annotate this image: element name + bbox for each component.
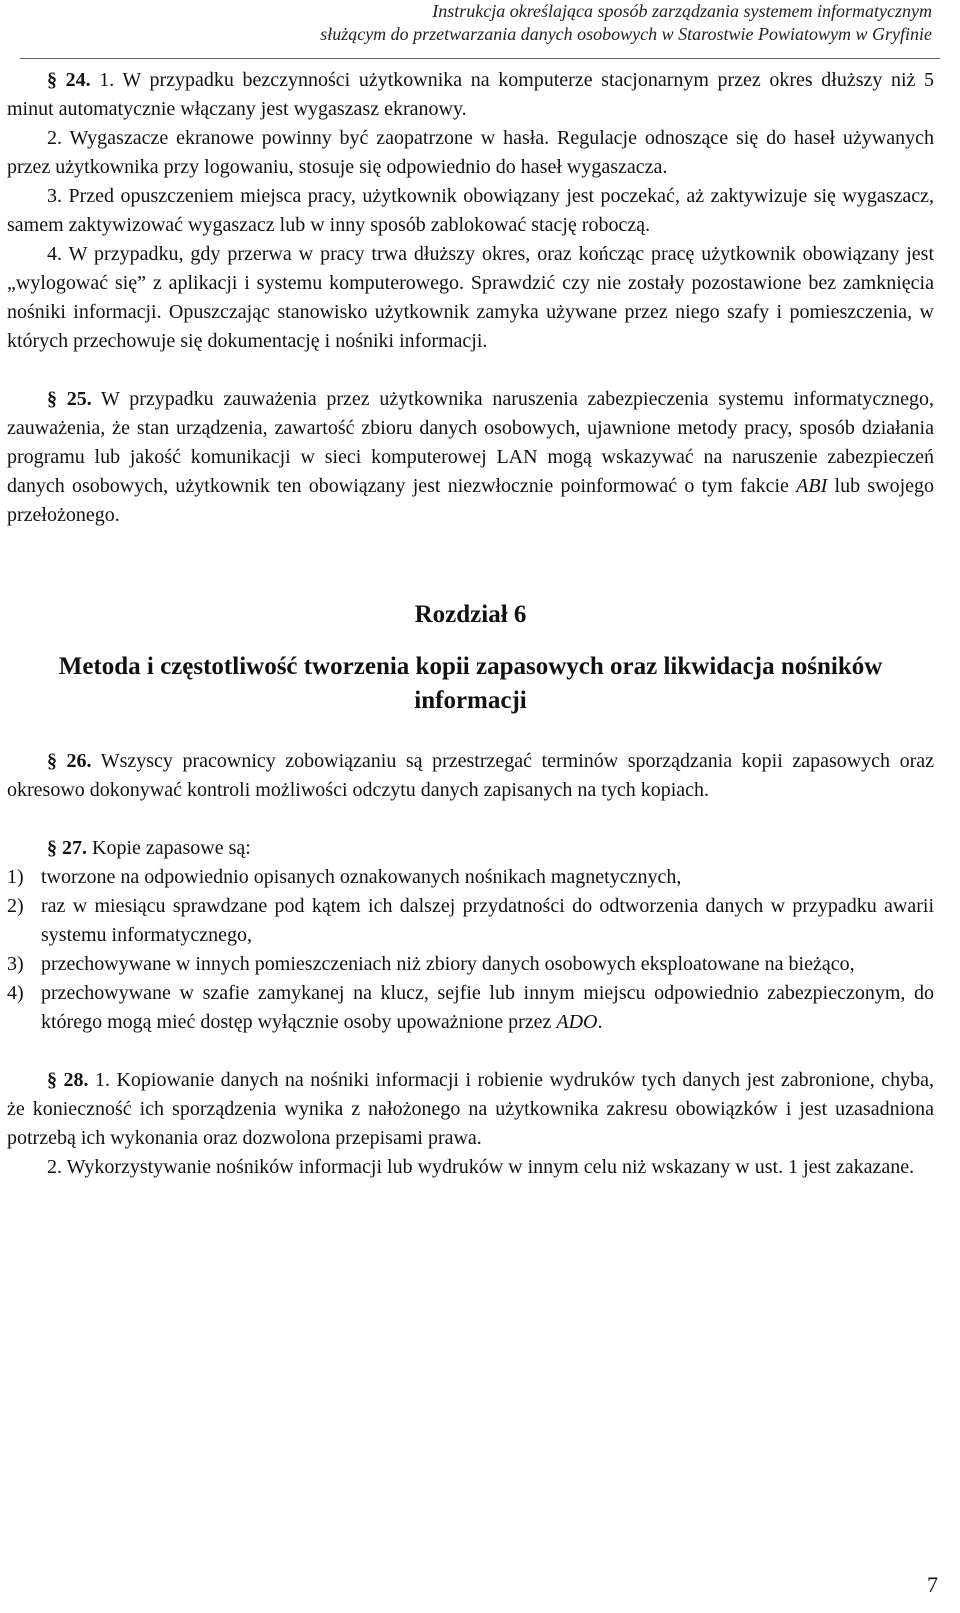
- list-item-number: 1): [7, 866, 24, 888]
- list-item: [7, 892, 934, 950]
- page-number: 7: [927, 1572, 938, 1597]
- header-line-1: Instrukcja określająca sposób zarządzania systemem informatycznym: [432, 1, 932, 21]
- header-divider: [20, 58, 940, 59]
- section-24-p4-text: 4. W przypadku, gdy przerwa w pracy trwa dłuższy okres, oraz kończąc pracę użytkownik obowiązany jest „wylogować się” z aplikacji i systemu komputerowego. Sprawdzić czy nie zostały pozostawione bez zamknięcia nośniki informacji. Opuszczając stanowisko użytkownik zamyka używane przez niego szafy i pomieszczenia, w których przechowuje się dokumentację i nośniki informacji.: [7, 243, 934, 352]
- chapter-title: Rozdział 6: [414, 601, 527, 628]
- backup-list: [7, 863, 934, 1037]
- list-item-number: 2): [7, 895, 24, 917]
- section-24-p1-text: 1. W przypadku bezczynności użytkownika na komputerze stacjonarnym przez okres dłuższy niż 5 minut automatycznie włączany jest wygaszasz ekranowy.: [7, 69, 934, 120]
- header-line-2: służącym do przetwarzania danych osobowych w Starostwie Powiatowym w Gryfinie: [320, 24, 932, 44]
- list-item-text: raz w miesiącu sprawdzane pod kątem ich dalszej przydatności do odtworzenia danych w przypadku awarii systemu informatycznego,: [41, 895, 934, 946]
- section-24-p2-text: 2. Wygaszacze ekranowe powinny być zaopatrzone w hasła. Regulacje odnoszące się do haseł używanych przez użytkownika przy logowaniu, stosuje się odpowiednio do haseł wygaszacza.: [7, 127, 934, 178]
- list-item-text: przechowywane w szafie zamykanej na klucz, sejfie lub innym miejscu odpowiednio zabezpieczonym, do którego mogą mieć dostęp wyłącznie osoby upoważnione przez: [41, 982, 934, 1033]
- section-25-text-tail: lub swojego przełożonego.: [7, 475, 935, 526]
- list-item-number: 3): [7, 953, 24, 975]
- section-28-p2-text: 2. Wykorzystywanie nośników informacji lub wydruków w innym celu niż wskazany w ust. 1 jest zakazane.: [47, 1156, 915, 1178]
- section-24-number: § 24.: [47, 69, 91, 91]
- section-25-number: § 25.: [47, 388, 92, 410]
- section-28-p1: [7, 1066, 934, 1153]
- section-28-p1-text: 1. Kopiowanie danych na nośniki informacji i robienie wydruków tych danych jest zabronione, chyba, że konieczność ich sporządzenia wynika z nałożonego na użytkownika zakresu obowiązków i jest uzasadniona potrzebą ich wykonania oraz dozwolona przepisami prawa.: [7, 1069, 935, 1149]
- page-header: [0, 0, 960, 46]
- section-26-number: § 26.: [47, 750, 92, 772]
- list-item: [7, 979, 934, 1037]
- section-25-text: W przypadku zauważenia przez użytkownika naruszenia zabezpieczenia systemu informatycznego, zauważenia, że stan urządzenia, zawartość zbioru danych osobowych, ujawnione metody pracy, sposób działania programu lub jakość komunikacji w sieci komputerowej LAN mogą wskazywać na naruszenie zabezpieczeń danych osobowych, użytkownik ten obowiązany jest niezwłocznie poinformować o tym fakcie: [7, 388, 934, 497]
- abi-abbrev: ABI: [796, 475, 828, 497]
- section-26-text: Wszyscy pracownicy zobowiązaniu są przestrzegać terminów sporządzania kopii zapasowych oraz okresowo dokonywać kontroli możliwości odczytu danych zapisanych na tych kopiach.: [7, 750, 935, 801]
- section-26: [7, 747, 934, 805]
- section-27-intro-text: Kopie zapasowe są:: [92, 837, 251, 859]
- section-27-intro: [7, 834, 934, 863]
- list-item: [7, 863, 934, 892]
- section-25: [7, 385, 934, 530]
- section-28-p2: [7, 1153, 934, 1182]
- section-28-number: § 28.: [47, 1069, 89, 1091]
- list-item-number: 4): [7, 982, 24, 1004]
- section-24-p3: [7, 182, 934, 240]
- ado-abbrev: ADO: [556, 1011, 598, 1033]
- list-item: [7, 950, 934, 979]
- section-24-p2: [7, 124, 934, 182]
- chapter-subtitle: Metoda i częstotliwość tworzenia kopii zapasowych oraz likwidacja nośników informacji: [58, 653, 883, 714]
- section-24-p3-text: 3. Przed opuszczeniem miejsca pracy, użytkownik obowiązany jest poczekać, aż zaktywizuje się wygaszacz, samem zaktywizować wygaszacz lub w inny sposób zablokować stację roboczą.: [7, 185, 934, 236]
- list-item-tail: .: [597, 1011, 603, 1033]
- section-27-number: § 27.: [47, 837, 87, 859]
- section-24-p4: [7, 240, 934, 356]
- section-24-p1: [7, 66, 934, 124]
- list-item-text: tworzone na odpowiednio opisanych oznakowanych nośnikach magnetycznych,: [41, 866, 682, 888]
- list-item-text: przechowywane w innych pomieszczeniach niż zbiory danych osobowych eksploatowane na bieżąco,: [41, 953, 855, 975]
- document-body: [7, 66, 934, 1182]
